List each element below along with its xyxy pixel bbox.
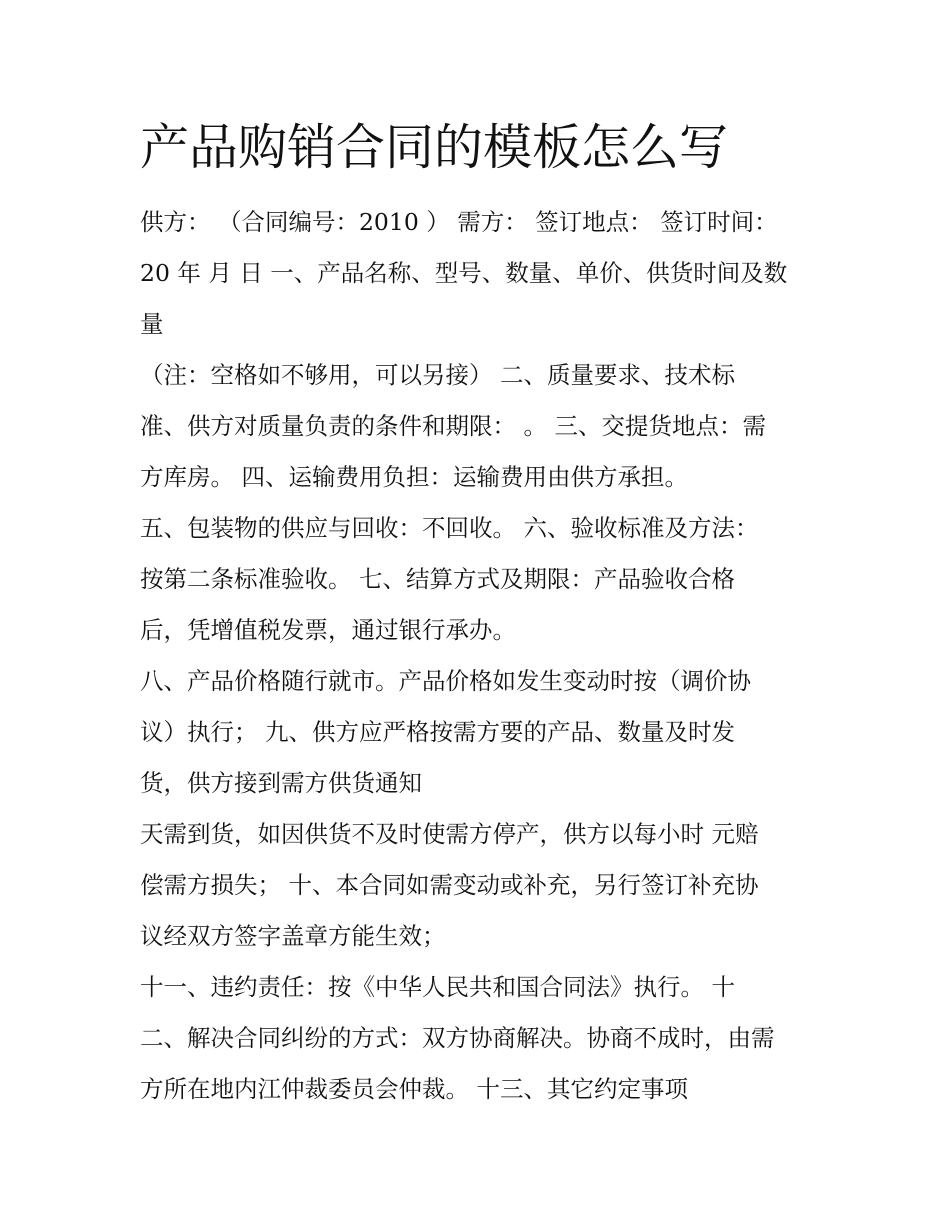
- text-line: 20 年 月 日 一、产品名称、型号、数量、单价、供货时间及数: [140, 259, 788, 287]
- text-line: 方库房。 四、运输费用负担：运输费用由供方承担。: [140, 463, 688, 491]
- text-line: 量: [140, 310, 164, 338]
- text-line: 按第二条标准验收。 七、结算方式及期限：产品验收合格: [140, 565, 735, 593]
- text-line: 议经双方签字盖章方能生效；: [140, 922, 446, 950]
- text-line: 准、供方对质量负责的条件和期限： 。 三、交提货地点：需: [140, 412, 766, 440]
- text-line: （注：空格如不够用，可以另接） 二、质量要求、技术标: [140, 361, 735, 389]
- text-line: 方所在地内江仲裁委员会仲裁。 十三、其它约定事项: [140, 1075, 688, 1103]
- text-line: 供方： （合同编号：2010 ） 需方： 签订地点： 签订时间：: [140, 208, 778, 236]
- text-line: 货，供方接到需方供货通知: [140, 769, 422, 797]
- text-line: 五、包装物的供应与回收：不回收。 六、验收标准及方法：: [140, 514, 759, 542]
- text-line: 二、解决合同纠纷的方式：双方协商解决。协商不成时，由需: [140, 1024, 775, 1052]
- document-title: 产品购销合同的模板怎么写: [140, 119, 729, 176]
- text-line: 议）执行； 九、供方应严格按需方要的产品、数量及时发: [140, 718, 735, 746]
- text-line: 八、产品价格随行就市。产品价格如发生变动时按（调价协: [140, 667, 751, 695]
- text-line: 天需到货，如因供货不及时使需方停产，供方以每小时 元赔: [140, 820, 759, 848]
- text-line: 偿需方损失； 十、本合同如需变动或补充，另行签订补充协: [140, 871, 759, 899]
- text-line: 十一、违约责任：按《中华人民共和国合同法》执行。 十: [140, 973, 735, 1001]
- text-line: 后，凭增值税发票，通过银行承办。: [140, 616, 516, 644]
